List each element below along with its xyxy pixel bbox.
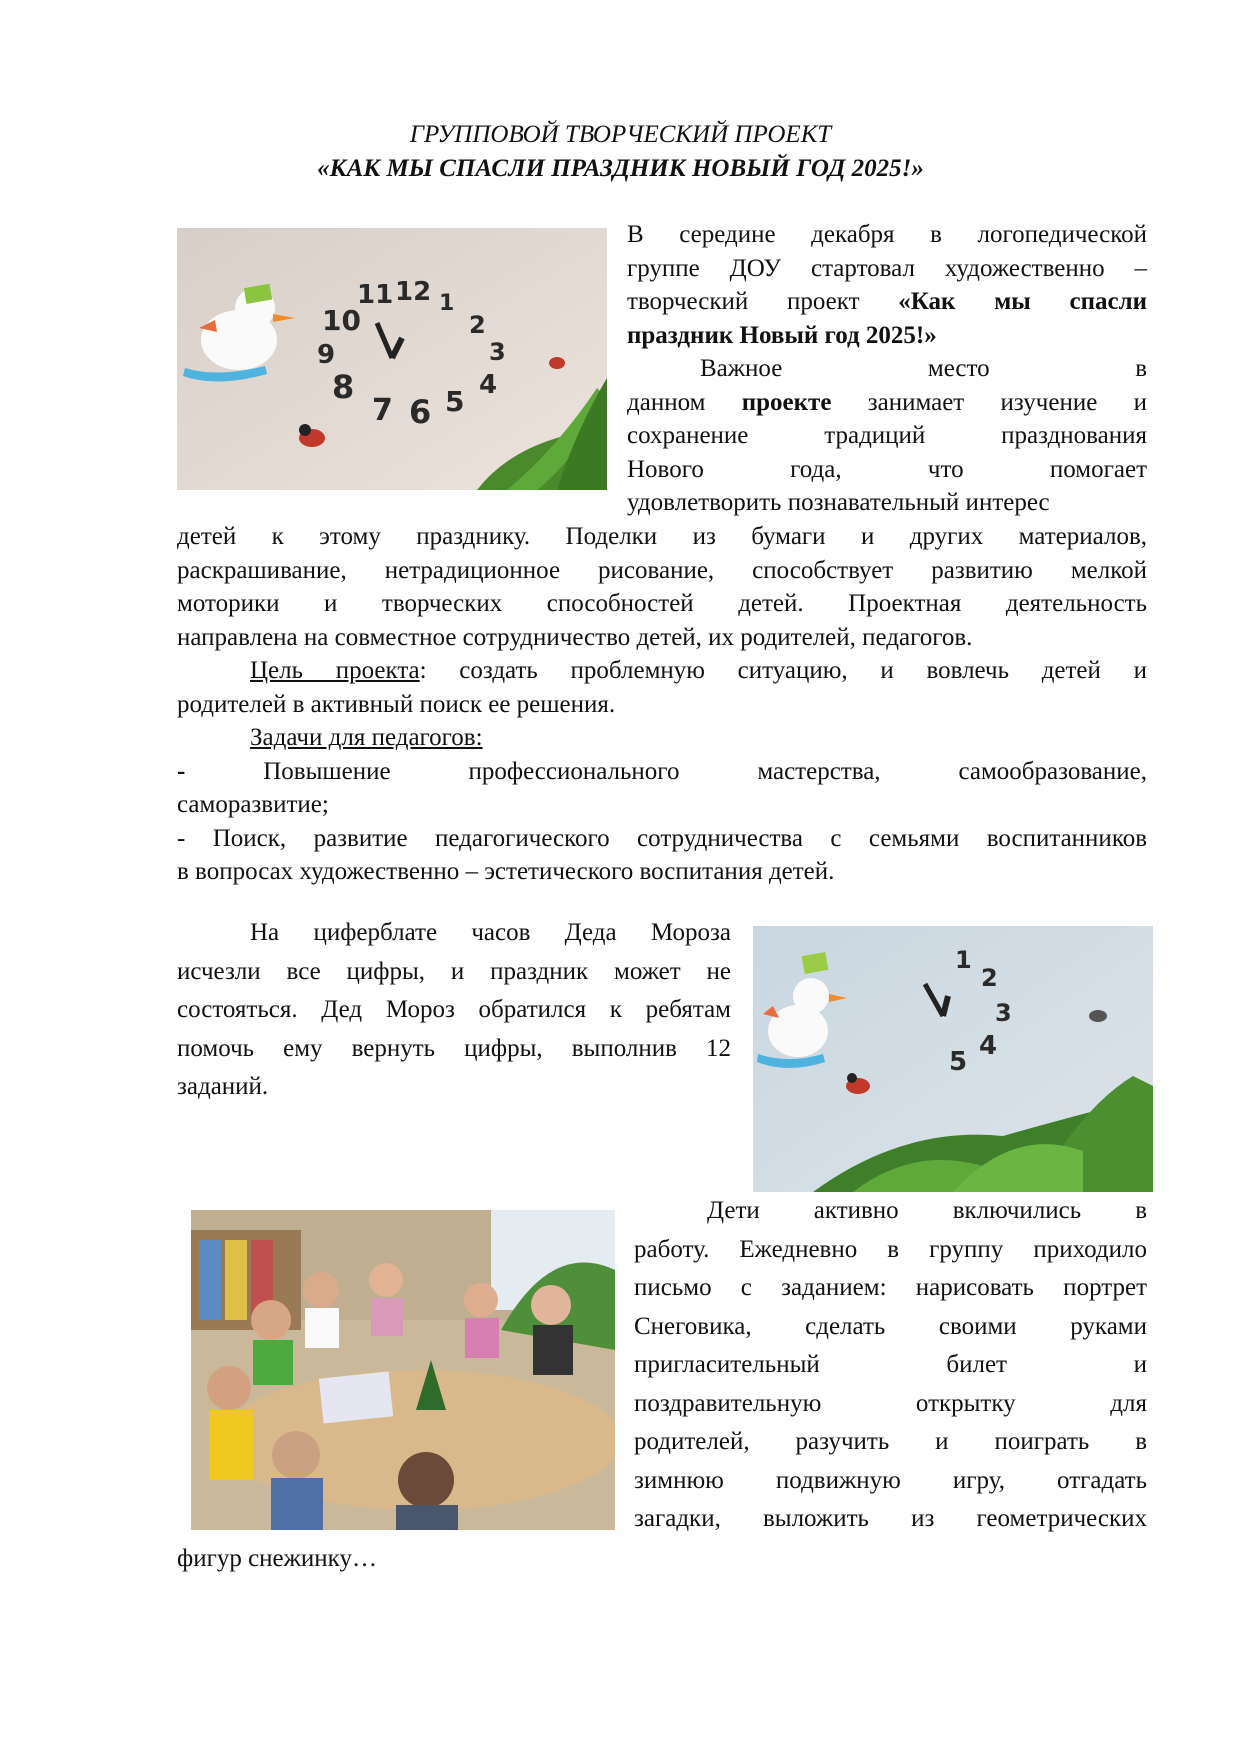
- intro-line-3-text: творческий проект: [627, 288, 860, 315]
- main-line-2: раскрашивание, нетрадиционное рисование, способствует развитию мелкой: [177, 556, 1147, 584]
- goal-line-2: родителей в активный поиск ее решения.: [177, 690, 616, 718]
- intro-line-2: группе ДОУ стартовал художественно –: [627, 254, 1147, 282]
- clock-digit-4: 4: [479, 370, 498, 400]
- clock-digit-9: 9: [317, 340, 336, 370]
- activities-line-2: работу. Ежедневно в группу приходило: [634, 1235, 1147, 1263]
- task-1-line-1: [177, 755, 1147, 789]
- clock-digit-5-partial: 5: [949, 1047, 968, 1077]
- clock-partial-illustration: [753, 926, 1153, 1192]
- clock-story-line-3: состояться. Дед Мороз обратился к ребятам: [177, 996, 731, 1023]
- intro-line-6-pre: данном: [627, 388, 706, 416]
- children-group-illustration: [191, 1210, 615, 1530]
- intro-line-1: В середине декабря в логопедической: [627, 221, 1147, 248]
- task-2-line-2: в вопросах художественно – эстетического воспитания детей.: [177, 858, 835, 885]
- goal-label: Цель проекта: [250, 657, 420, 684]
- activities-line-7: родителей, разучить и поиграть в: [634, 1428, 1147, 1455]
- goal-text: : создать проблемную ситуацию, и вовлечь детей и: [419, 657, 1147, 684]
- project-name-bold: «Как мы спасли: [898, 288, 1148, 315]
- task-2-line-1: - Поиск, развитие педагогического сотрудничества с семьями воспитанников: [177, 824, 1147, 852]
- photo-clock-full: [177, 228, 607, 490]
- project-word-bold: проекте: [741, 388, 832, 416]
- clock-digit-2-partial: 2: [981, 964, 998, 992]
- clock-story-line-2: исчезли все цифры, и праздник может не: [177, 957, 731, 985]
- document-title-line2: «КАК МЫ СПАСЛИ ПРАЗДНИК НОВЫЙ ГОД 2025!»: [317, 155, 924, 182]
- project-name-bold-cont: праздник Новый год 2025!»: [627, 321, 937, 349]
- clock-digit-3: 3: [489, 338, 506, 366]
- intro-line-7: сохранение традиций празднования: [627, 422, 1147, 449]
- clock-digit-3-partial: 3: [995, 999, 1012, 1027]
- intro-line-9: удовлетворить познавательный интерес: [627, 489, 1050, 516]
- main-line-3: моторики и творческих способностей детей. Проектная деятельность: [177, 590, 1147, 617]
- clock-story-line-4: помочь ему вернуть цифры, выполнив 12: [177, 1034, 731, 1062]
- clock-story-line-5: заданий.: [177, 1073, 269, 1100]
- clock-digit-6: 6: [409, 393, 432, 431]
- task-1-line-2: саморазвитие;: [177, 791, 329, 818]
- intro-line-3: [627, 285, 1147, 319]
- activities-line-5: пригласительный билет и: [634, 1351, 1147, 1378]
- main-line-1: детей к этому празднику. Поделки из бумаги и других материалов,: [177, 523, 1147, 550]
- document-title-line1: ГРУППОВОЙ ТВОРЧЕСКИЙ ПРОЕКТ: [409, 121, 832, 148]
- intro-line-8: Нового года, что помогает: [627, 455, 1147, 483]
- activities-line-1: Дети активно включились в: [707, 1197, 1147, 1224]
- clock-digit-1-partial: 1: [955, 946, 972, 974]
- photo-children-table: [191, 1210, 615, 1530]
- task-1-text: Повышение профессионального мастерства, самообразование,: [263, 757, 1147, 785]
- intro-paragraph: [627, 218, 1147, 520]
- clock-digit-11: 11: [357, 280, 394, 310]
- goal-line-1: [177, 654, 1147, 688]
- clock-wall-illustration: [177, 228, 607, 490]
- clock-digit-7: 7: [372, 393, 393, 428]
- clock-digit-5: 5: [445, 385, 465, 418]
- task-1-dash: -: [177, 757, 186, 785]
- activities-line-8: зимнюю подвижную игру, отгадать: [634, 1466, 1147, 1494]
- photo-clock-partial: [753, 926, 1153, 1192]
- activities-line-9: загадки, выложить из геометрических: [634, 1505, 1147, 1532]
- intro-line-4: [627, 319, 1147, 353]
- activities-line-3: письмо с заданием: нарисовать портрет: [634, 1274, 1147, 1301]
- main-paragraph: [177, 520, 1147, 889]
- clock-digit-8: 8: [332, 368, 355, 406]
- clock-digit-10: 10: [322, 304, 361, 337]
- tasks-heading: Задачи для педагогов:: [250, 724, 483, 751]
- activities-paragraph: [634, 1192, 1147, 1539]
- clock-story-line-1: На циферблате часов Деда Мороза: [250, 919, 731, 946]
- activities-line-10: фигур снежинку…: [177, 1545, 377, 1572]
- clock-digit-2: 2: [469, 311, 486, 339]
- main-line-4: направлена на совместное сотрудничество детей, их родителей, педагогов.: [177, 623, 973, 651]
- clock-story-paragraph: [177, 914, 731, 1107]
- clock-digit-1: 1: [439, 291, 455, 316]
- activities-line-4: Снеговика, сделать своими руками: [634, 1312, 1147, 1340]
- game-board: [319, 1371, 393, 1423]
- clock-digit-4-partial: 4: [979, 1031, 998, 1061]
- intro-line-6: [627, 386, 1147, 420]
- intro-line-5: Важное место в: [700, 355, 1147, 382]
- clock-digit-12: 12: [395, 277, 432, 307]
- intro-line-6-post: занимает изучение и: [867, 388, 1147, 416]
- activities-line-6: поздравительную открытку для: [634, 1389, 1147, 1417]
